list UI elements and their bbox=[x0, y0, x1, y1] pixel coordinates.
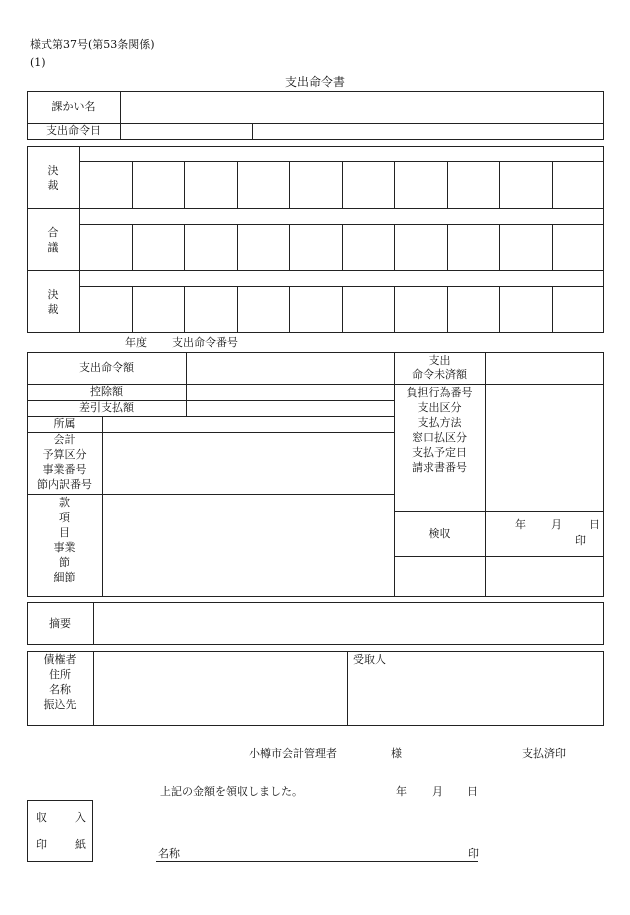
right-label-5: 支払予定日 bbox=[412, 446, 467, 459]
revenue-stamp-box bbox=[27, 800, 93, 862]
approval-cell-divider bbox=[447, 161, 448, 208]
name-label: 名称 bbox=[158, 847, 180, 860]
dept-field[interactable] bbox=[121, 92, 603, 122]
approval-cell-divider bbox=[132, 224, 133, 270]
name-field[interactable] bbox=[185, 846, 460, 861]
approval-cell-divider bbox=[394, 286, 395, 333]
stamp-char-4: 紙 bbox=[75, 838, 86, 851]
receipt-year: 年 bbox=[396, 785, 407, 798]
stamp-char-1: 収 bbox=[36, 811, 47, 824]
right-label-3: 支払方法 bbox=[417, 416, 462, 429]
recipient-label: 受取人 bbox=[353, 653, 386, 666]
receipt-month: 月 bbox=[432, 785, 443, 798]
paid-stamp-label: 支払済印 bbox=[522, 747, 566, 760]
approval-cell-divider bbox=[394, 224, 395, 270]
creditor-field[interactable] bbox=[94, 652, 346, 725]
creditor-label-3: 名称 bbox=[49, 683, 71, 696]
approval-cell-divider bbox=[552, 161, 553, 208]
approval-cell-divider bbox=[237, 286, 238, 333]
fiscal-year-label: 年度 bbox=[125, 336, 147, 349]
creditor-label-2: 住所 bbox=[49, 668, 71, 681]
creditor-label-1: 債権者 bbox=[43, 653, 77, 666]
date-field[interactable] bbox=[121, 124, 251, 139]
inspection-month: 月 bbox=[551, 518, 562, 531]
affiliation-label: 所属 bbox=[53, 417, 76, 430]
budget-label-2: 予算区分 bbox=[42, 448, 87, 461]
account-label-2: 項 bbox=[59, 511, 70, 524]
budget-label-3: 事業番号 bbox=[42, 463, 87, 476]
form-number: 様式第37号(第53条関係) bbox=[30, 38, 155, 51]
right-label-1: 負担行為番号 bbox=[406, 386, 473, 399]
approval-cell-divider bbox=[342, 286, 343, 333]
name-seal: 印 bbox=[468, 847, 479, 860]
approval-cell-divider bbox=[184, 224, 185, 270]
approval-box bbox=[27, 146, 604, 333]
approval-cell-divider bbox=[342, 224, 343, 270]
receipt-day: 日 bbox=[467, 785, 478, 798]
approval-cell-divider bbox=[499, 286, 500, 333]
approval-cell-divider bbox=[237, 224, 238, 270]
account-label-4: 事業 bbox=[53, 541, 76, 554]
receipt-text: 上記の金額を領収しました。 bbox=[160, 785, 303, 798]
inspection-day: 日 bbox=[589, 518, 600, 531]
approval-cell-divider bbox=[132, 161, 133, 208]
net-payment-label: 差引支払額 bbox=[79, 401, 134, 414]
creditor-label-4: 振込先 bbox=[43, 698, 77, 711]
approval-label-3: 決裁 bbox=[47, 288, 59, 316]
unpaid-label-1: 支出 bbox=[428, 354, 451, 367]
account-label-3: 目 bbox=[59, 526, 70, 539]
approval-cell-divider bbox=[447, 286, 448, 333]
dept-label: 課かい名 bbox=[51, 100, 96, 113]
approval-cell-divider bbox=[552, 224, 553, 270]
right-label-6: 請求書番号 bbox=[412, 461, 467, 474]
approval-cell-divider bbox=[184, 286, 185, 333]
summary-label: 摘要 bbox=[49, 617, 71, 630]
account-label-5: 節 bbox=[59, 556, 70, 569]
approval-label-1: 決裁 bbox=[47, 164, 59, 192]
approval-cell-divider bbox=[237, 161, 238, 208]
date-label: 支出命令日 bbox=[46, 124, 101, 137]
approval-label-2: 合議 bbox=[47, 226, 59, 254]
recipient-field[interactable] bbox=[348, 668, 603, 725]
account-label-6: 細節 bbox=[53, 571, 76, 584]
order-number-label: 支出命令番号 bbox=[172, 336, 238, 349]
approval-cell-divider bbox=[289, 224, 290, 270]
account-label-1: 款 bbox=[59, 496, 70, 509]
approval-cell-divider bbox=[499, 224, 500, 270]
budget-label-1: 会計 bbox=[53, 433, 76, 446]
deduction-label: 控除額 bbox=[90, 385, 123, 398]
accounting-manager: 小樽市会計管理者 bbox=[249, 747, 337, 760]
approval-cell-divider bbox=[552, 286, 553, 333]
stamp-char-2: 入 bbox=[75, 811, 86, 824]
approval-cell-divider bbox=[499, 161, 500, 208]
order-amount-label: 支出命令額 bbox=[79, 361, 134, 374]
approval-cell-divider bbox=[184, 161, 185, 208]
unpaid-label-2: 命令未済額 bbox=[412, 368, 467, 381]
inspection-year: 年 bbox=[515, 518, 526, 531]
inspection-seal: 印 bbox=[575, 534, 586, 547]
summary-field[interactable] bbox=[94, 603, 603, 644]
stamp-char-3: 印 bbox=[36, 838, 47, 851]
budget-label-4: 節内訳番号 bbox=[37, 478, 92, 491]
approval-cell-divider bbox=[289, 161, 290, 208]
sub-number: (1) bbox=[30, 56, 46, 69]
approval-cell-divider bbox=[289, 286, 290, 333]
right-label-2: 支出区分 bbox=[417, 401, 462, 414]
approval-cell-divider bbox=[342, 161, 343, 208]
page-title: 支出命令書 bbox=[284, 75, 345, 89]
name-underline bbox=[156, 861, 478, 862]
honorific: 様 bbox=[391, 747, 402, 760]
approval-cell-divider bbox=[447, 224, 448, 270]
approval-cell-divider bbox=[132, 286, 133, 333]
right-label-4: 窓口払区分 bbox=[412, 431, 467, 444]
inspection-label: 検収 bbox=[428, 527, 451, 540]
approval-cell-divider bbox=[394, 161, 395, 208]
